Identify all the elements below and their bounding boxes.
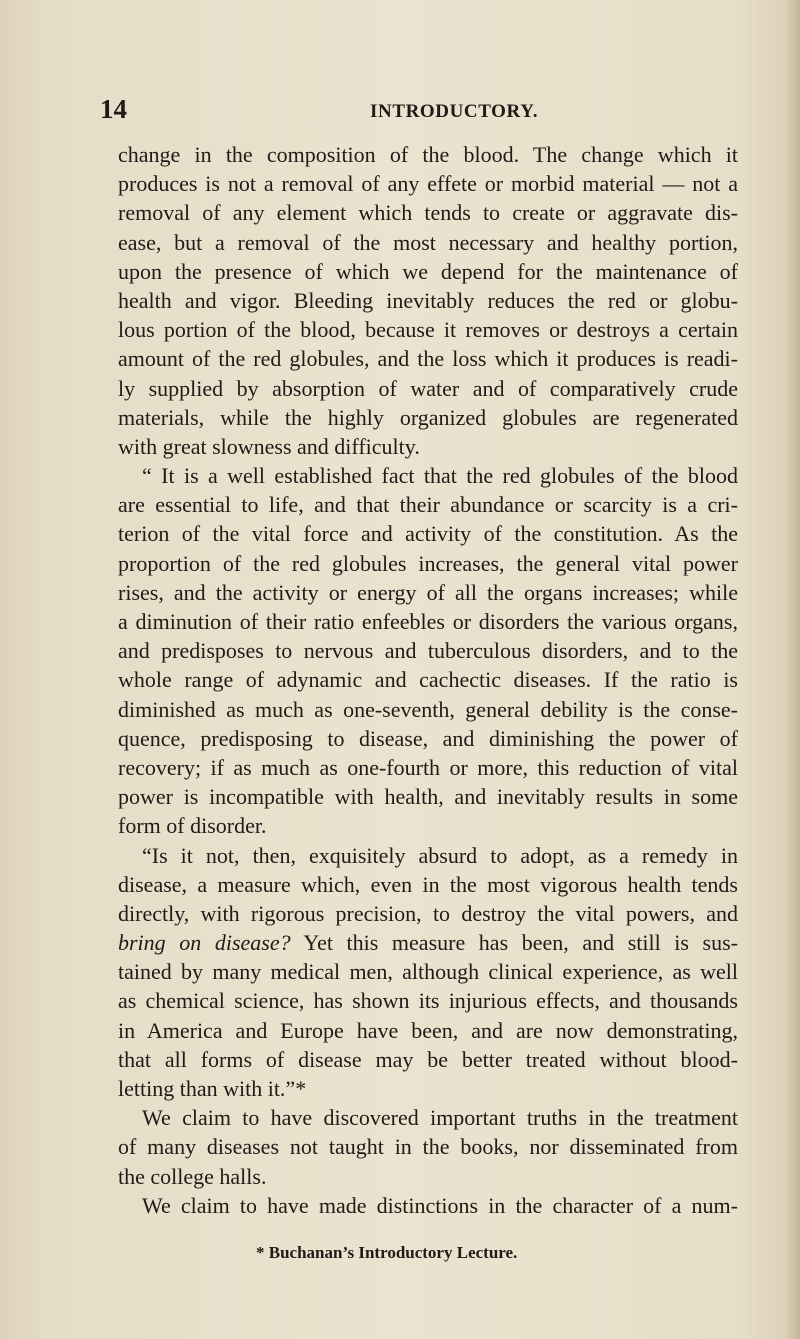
text-line: disease, a measure which, even in the most vigorous health tends [118, 871, 738, 897]
text-line: amount of the red globules, and the loss which it produces is readi- [118, 346, 738, 372]
text-line: tained by many medical men, although clinical experience, as well [118, 959, 738, 985]
text-line: terion of the vital force and activity of the constitution. As the [118, 521, 738, 547]
text-line: the college halls. [118, 1163, 267, 1189]
page-header [0, 94, 800, 134]
text-line: We claim to have made distinctions in the character of a num- [142, 1192, 738, 1218]
text-line: diminished as much as one-seventh, general debility is the conse- [118, 696, 738, 722]
running-head: INTRODUCTORY. [370, 101, 539, 122]
text-line: produces is not a removal of any effete or morbid material — not a [118, 171, 738, 197]
text-line: power is incompatible with health, and inevitably results in some [118, 784, 738, 810]
text-line: directly, with rigorous precision, to destroy the vital powers, and [118, 900, 738, 926]
text-line: quence, predisposing to disease, and diminishing the power of [118, 725, 738, 751]
italic-phrase: bring on disease? [118, 930, 291, 956]
page-number: 14 [100, 94, 127, 124]
text-line: health and vigor. Bleeding inevitably reduces the red or globu- [118, 287, 738, 313]
text-line-with-italic [118, 928, 738, 957]
text-line: ease, but a removal of the most necessary and healthy portion, [118, 229, 738, 255]
footnote: * Buchanan’s Introductory Lecture. [256, 1243, 518, 1262]
text-line: change in the composition of the blood. The change which it [118, 142, 738, 167]
text-line: in America and Europe have been, and are now demonstrating, [118, 1017, 738, 1043]
text-line: rises, and the activity or energy of all the organs increases; while [118, 579, 738, 605]
body-text [118, 140, 738, 1220]
text-line: We claim to have discovered important truths in the treatment [142, 1105, 738, 1131]
text-line: as chemical science, has shown its injurious effects, and thousands [118, 988, 738, 1014]
text-line: whole range of adynamic and cachectic diseases. If the ratio is [118, 667, 738, 693]
text-line: proportion of the red globules increases, the general vital power [118, 550, 738, 576]
text-line: are essential to life, and that their abundance or scarcity is a cri- [118, 492, 738, 518]
text-line: of many diseases not taught in the books, nor disseminated from [118, 1134, 738, 1160]
page-edge-shadow [786, 0, 800, 1339]
text-line: “ It is a well established fact that the red globules of the blood [142, 463, 738, 489]
text-line: form of disorder. [118, 813, 267, 839]
text-line: letting than with it.”* [118, 1076, 307, 1101]
text-line: removal of any element which tends to create or aggravate dis- [118, 200, 738, 226]
text-line: ly supplied by absorption of water and of comparatively crude [118, 375, 738, 401]
text-line: that all forms of disease may be better treated without blood- [118, 1046, 738, 1072]
text-line: materials, while the highly organized globules are regenerated [118, 404, 738, 430]
text-line: and predisposes to nervous and tuberculous disorders, and to the [118, 638, 738, 664]
text-line-rest: Yet this measure has been, and still is sus- [303, 930, 738, 956]
text-line: lous portion of the blood, because it removes or destroys a certain [118, 317, 738, 343]
text-line: “Is it not, then, exquisitely absurd to adopt, as a remedy in [142, 842, 738, 868]
text-line: upon the presence of which we depend for the maintenance of [118, 258, 738, 284]
text-line: a diminution of their ratio enfeebles or disorders the various organs, [118, 609, 738, 634]
text-line: recovery; if as much as one-fourth or more, this reduction of vital [118, 754, 738, 780]
text-line: with great slowness and difficulty. [118, 433, 420, 459]
